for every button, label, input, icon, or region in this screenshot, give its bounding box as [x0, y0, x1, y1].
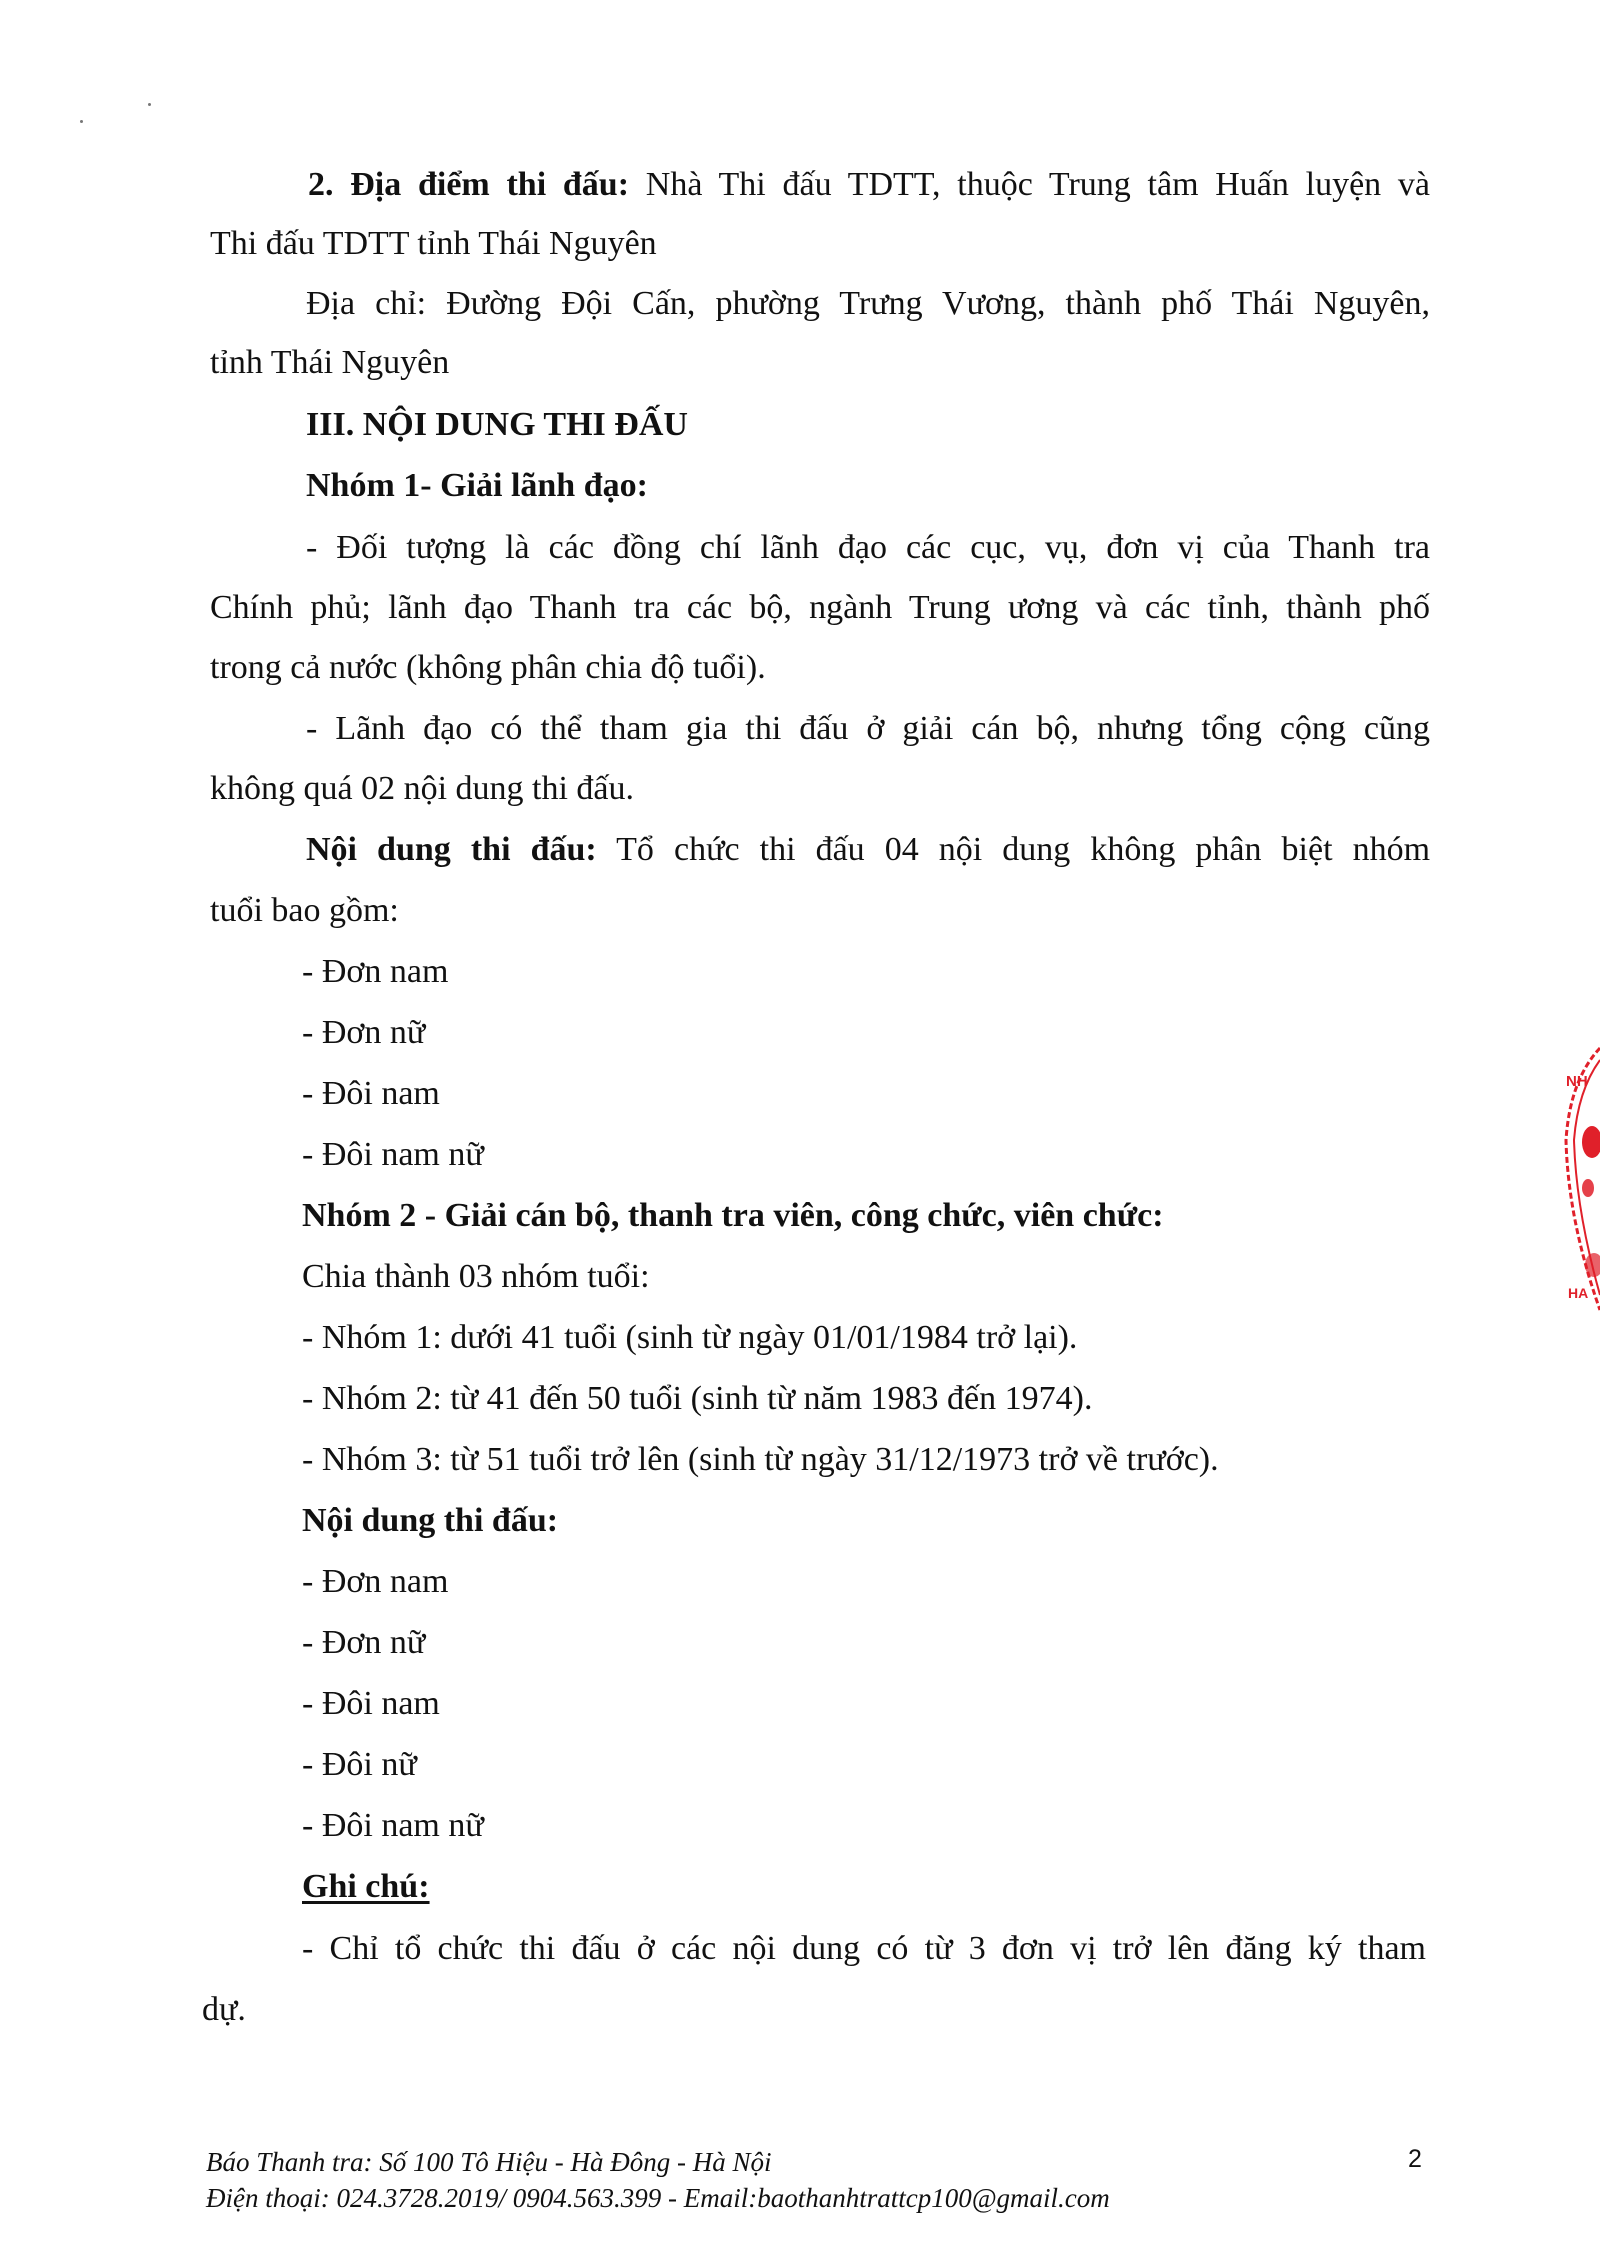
group2-content-label: Nội dung thi đấu:	[302, 1502, 559, 1539]
group1-content-label: Nội dung thi đấu:	[306, 831, 597, 868]
seal-text-bottom: HA	[1568, 1285, 1589, 1301]
group2-event: - Đôi nam nữ	[302, 1807, 484, 1844]
group1-event: - Đôi nam	[302, 1075, 440, 1112]
seal-text-top: NH	[1566, 1073, 1588, 1090]
group1-event: - Đơn nữ	[302, 1014, 426, 1051]
group1-para1-line3: trong cả nước (không phân chia độ tuổi).	[210, 649, 766, 686]
group1-heading: Nhóm 1- Giải lãnh đạo:	[306, 467, 648, 504]
group1-event: - Đôi nam nữ	[302, 1136, 484, 1173]
group2-age-group: - Nhóm 2: từ 41 đến 50 tuổi (sinh từ năm 1983 đến 1974).	[302, 1380, 1093, 1417]
group1-event: - Đơn nam	[302, 953, 449, 990]
section-title: III. NỘI DUNG THI ĐẤU	[306, 406, 688, 443]
scan-speck	[80, 120, 83, 123]
seal-icon	[1558, 1020, 1600, 1340]
location-line-2: Thi đấu TDTT tỉnh Thái Nguyên	[210, 225, 657, 262]
group2-age-group: - Nhóm 3: từ 51 tuổi trở lên (sinh từ ngày 31/12/1973 trở về trước).	[302, 1441, 1219, 1478]
note-heading: Ghi chú:	[302, 1868, 430, 1905]
group2-age-intro: Chia thành 03 nhóm tuổi:	[302, 1258, 650, 1295]
group1-para2-line2: không quá 02 nội dung thi đấu.	[210, 770, 635, 807]
group1-para2-line1: - Lãnh đạo có thể tham gia thi đấu ở giải cán bộ, nhưng tổng cộng cũng	[306, 710, 1430, 747]
location-label: 2. Địa điểm thi đấu:	[308, 166, 630, 203]
address-line-2: tỉnh Thái Nguyên	[210, 344, 450, 381]
group2-heading: Nhóm 2 - Giải cán bộ, thanh tra viên, công chức, viên chức:	[302, 1197, 1164, 1234]
location-line-1	[308, 165, 1430, 205]
group1-para1-line2: Chính phủ; lãnh đạo Thanh tra các bộ, ngành Trung ương và các tỉnh, thành phố	[210, 589, 1430, 626]
footer-address: Báo Thanh tra: Số 100 Tô Hiệu - Hà Đông - Hà Nội	[206, 2147, 772, 2177]
group1-content-line2: tuổi bao gồm:	[210, 892, 399, 929]
address-line-1: Địa chỉ: Đường Đội Cấn, phường Trưng Vương, thành phố Thái Nguyên,	[306, 285, 1430, 322]
group1-para1-line1: - Đối tượng là các đồng chí lãnh đạo các cục, vụ, đơn vị của Thanh tra	[306, 529, 1430, 566]
group1-content-line1	[306, 830, 1430, 870]
group2-event: - Đôi nữ	[302, 1746, 417, 1783]
group2-event: - Đơn nữ	[302, 1624, 426, 1661]
footer-contact: Điện thoại: 024.3728.2019/ 0904.563.399 - Email:baothanhtrattcp100@gmail.com	[206, 2183, 1110, 2213]
group2-event: - Đơn nam	[302, 1563, 449, 1600]
page-number: 2	[1408, 2145, 1422, 2173]
note-line-1: - Chỉ tổ chức thi đấu ở các nội dung có từ 3 đơn vị trở lên đăng ký tham	[302, 1930, 1426, 1967]
scan-speck	[148, 103, 151, 106]
location-text-1: Nhà Thi đấu TDTT, thuộc Trung tâm Huấn luyện và	[629, 166, 1430, 203]
group1-content-text: Tổ chức thi đấu 04 nội dung không phân biệt nhóm	[596, 831, 1431, 868]
note-line-2: dự.	[202, 1991, 246, 2028]
group2-age-group: - Nhóm 1: dưới 41 tuổi (sinh từ ngày 01/01/1984 trở lại).	[302, 1319, 1078, 1356]
official-seal-fragment	[1558, 1020, 1600, 1340]
group2-event: - Đôi nam	[302, 1685, 440, 1722]
